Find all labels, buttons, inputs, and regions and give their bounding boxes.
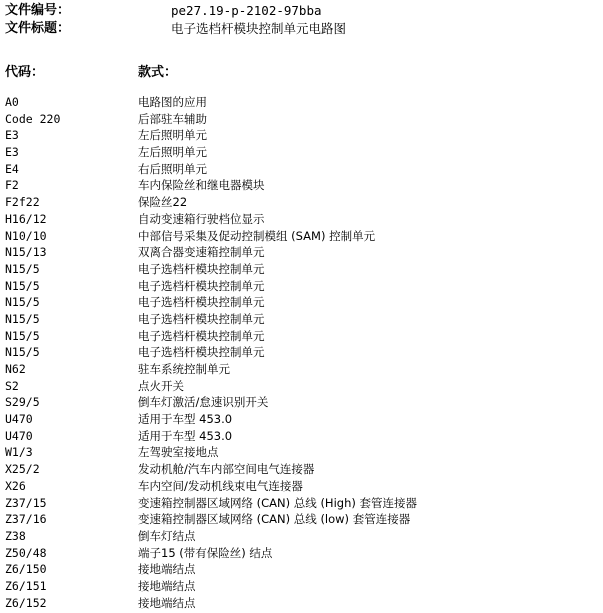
component-description: 保险丝22: [138, 195, 188, 210]
list-item: [0, 461, 603, 478]
component-code: N15/5: [5, 328, 40, 343]
component-code: F2f22: [5, 195, 40, 210]
component-description: 端子15 (带有保险丝) 结点: [138, 545, 273, 560]
component-code: Z6/151: [5, 578, 47, 593]
component-description: 倒车灯激活/怠速识别开关: [138, 395, 269, 410]
code-column-header: 代码：: [5, 65, 45, 80]
component-description: 右后照明单元: [138, 161, 207, 176]
list-item: [0, 177, 603, 194]
component-description: 倒车灯结点: [138, 528, 196, 543]
component-code: Z37/15: [5, 495, 47, 510]
list-item: [0, 278, 603, 295]
component-code: N15/5: [5, 295, 40, 310]
component-code: W1/3: [5, 445, 33, 460]
list-item: [0, 244, 603, 261]
component-description: 适用于车型 453.0: [138, 428, 233, 443]
component-description: 左后照明单元: [138, 128, 207, 143]
component-description: 车内空间/发动机线束电气连接器: [138, 478, 303, 493]
component-code: N15/13: [5, 245, 47, 260]
doc-number-label: 文件编号：: [5, 3, 71, 18]
list-item: [0, 344, 603, 361]
list-item: [0, 228, 603, 245]
list-item: [0, 478, 603, 495]
doc-number-value: pe27.19-p-2102-97bba: [171, 3, 322, 18]
component-description: 后部驻车辅助: [138, 111, 207, 126]
component-description: 驻车系统控制单元: [138, 362, 230, 376]
list-item: [0, 144, 603, 161]
component-description: 车内保险丝和继电器模块: [138, 178, 265, 193]
component-code: S29/5: [5, 395, 40, 410]
component-code: N15/5: [5, 311, 40, 326]
component-code: Z6/150: [5, 562, 47, 577]
component-description: 点火开关: [138, 378, 184, 393]
component-description: 电子选档杆模块控制单元: [138, 345, 265, 360]
list-item: [0, 528, 603, 545]
style-column-header: 款式：: [138, 65, 178, 80]
component-code: Code 220: [5, 111, 61, 126]
list-item: [0, 511, 603, 528]
component-description: 接地端结点: [138, 578, 196, 593]
component-description: 电子选档杆模块控制单元: [138, 278, 265, 293]
list-item: [0, 161, 603, 178]
list-item: [0, 394, 603, 411]
component-code: X26: [5, 478, 26, 493]
component-list: [0, 94, 603, 611]
list-item: [0, 561, 603, 578]
component-code: X25/2: [5, 462, 40, 477]
doc-title-value: 电子选档杆模块控制单元电路图: [171, 21, 347, 36]
component-description: 变速箱控制器区域网络 (CAN) 总线 (High) 套管连接器: [138, 495, 417, 510]
component-description: 电子选档杆模块控制单元: [138, 261, 265, 276]
component-code: N15/5: [5, 345, 40, 360]
list-item: [0, 127, 603, 144]
component-description: 电子选档杆模块控制单元: [138, 295, 265, 310]
list-item: [0, 378, 603, 395]
component-description: 自动变速箱行驶档位显示: [138, 211, 265, 226]
component-code: U470: [5, 428, 33, 443]
list-item: [0, 294, 603, 311]
component-description: 左后照明单元: [138, 145, 207, 160]
component-code: N15/5: [5, 261, 40, 276]
component-description: 适用于车型 453.0: [138, 412, 233, 427]
component-code: Z50/48: [5, 545, 47, 560]
list-item: [0, 361, 603, 378]
list-item: [0, 261, 603, 278]
list-item: [0, 194, 603, 211]
component-code: N10/10: [5, 228, 47, 243]
component-code: Z37/16: [5, 512, 47, 527]
component-code: U470: [5, 412, 33, 427]
list-item: [0, 578, 603, 595]
component-code: F2: [5, 178, 19, 193]
list-item: [0, 328, 603, 345]
list-item: [0, 495, 603, 512]
list-item: [0, 444, 603, 461]
component-code: N15/5: [5, 278, 40, 293]
component-description: 电子选档杆模块控制单元: [138, 328, 265, 343]
component-code: E4: [5, 161, 19, 176]
component-description: 双离合器变速箱控制单元: [138, 245, 265, 260]
component-description: 变速箱控制器区域网络 (CAN) 总线 (low) 套管连接器: [138, 512, 411, 527]
component-code: E3: [5, 145, 19, 160]
list-item: [0, 311, 603, 328]
component-code: Z6/152: [5, 595, 47, 610]
list-item: [0, 428, 603, 445]
component-description: 电路图的应用: [138, 95, 207, 109]
list-item: [0, 411, 603, 428]
list-item: [0, 94, 603, 111]
component-description: 发动机舱/汽车内部空间电气连接器: [138, 462, 315, 477]
component-code: Z38: [5, 528, 26, 543]
component-code: S2: [5, 378, 19, 393]
component-description: 电子选档杆模块控制单元: [138, 311, 265, 326]
component-code: N62: [5, 362, 26, 376]
component-description: 中部信号采集及促动控制模组 (SAM) 控制单元: [138, 228, 376, 243]
component-description: 接地端结点: [138, 562, 196, 577]
component-code: E3: [5, 128, 19, 143]
list-item: [0, 111, 603, 128]
component-description: 左驾驶室接地点: [138, 445, 219, 460]
doc-title-label: 文件标题：: [5, 21, 71, 36]
component-code: H16/12: [5, 211, 47, 226]
list-item: [0, 211, 603, 228]
list-item: [0, 545, 603, 562]
list-item: [0, 595, 603, 612]
component-description: 接地端结点: [138, 595, 196, 610]
component-code: A0: [5, 95, 19, 109]
